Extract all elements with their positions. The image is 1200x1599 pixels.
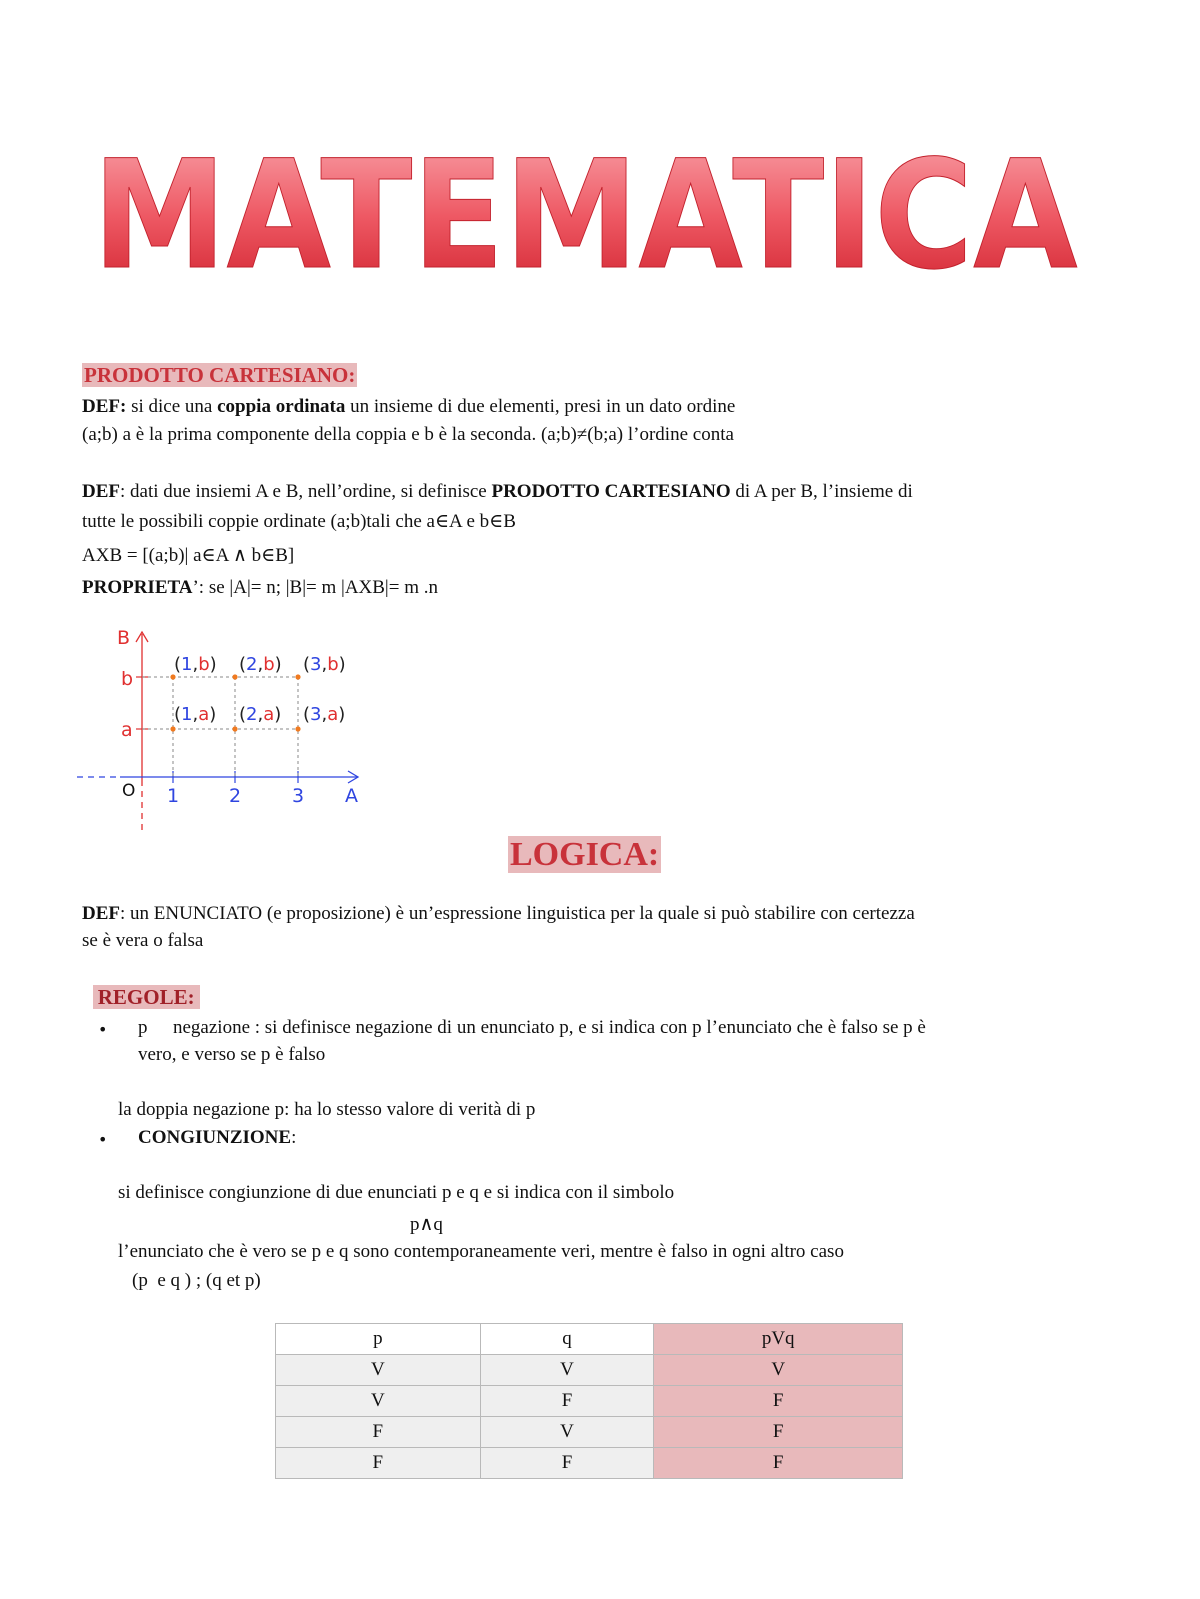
def-ordered-pair-line2: (a;b) a è la prima componente della coppia e b è la seconda. (a;b)≠(b;a) l’ordine conta	[82, 424, 734, 445]
def-cartesian-product-line2: tutte le possibili coppie ordinate (a;b)tali che a∈A e b∈B	[82, 511, 516, 532]
term-ordered-pair: coppia ordinata	[217, 396, 346, 417]
pair-label-1b: (1,b)	[174, 654, 217, 675]
table-cell: V	[480, 1417, 654, 1448]
y-tick-label-a: a	[121, 719, 133, 741]
table-row	[276, 1417, 903, 1448]
pair-label-2a: (2,a)	[239, 704, 282, 725]
def-text: : dati due insiemi A e B, nell’ordine, si definisce	[120, 481, 492, 502]
table-cell: F	[654, 1417, 903, 1448]
negation-definition: negazione : si definisce negazione di un enunciato p, e si indica con p l’enunciato che è falso se p è	[173, 1017, 926, 1038]
page-title: MATEMATICA	[92, 129, 1078, 285]
def-label: DEF	[82, 903, 120, 924]
property-label: PROPRIETA	[82, 577, 193, 598]
bullet-icon: •	[98, 1020, 108, 1039]
conjunction-reading: (p e q ) ; (q et p)	[132, 1270, 261, 1291]
cartesian-product-diagram	[75, 620, 375, 835]
x-tick-label-2: 2	[229, 785, 242, 807]
table-cell: F	[654, 1386, 903, 1417]
def-cartesian-product	[82, 481, 913, 503]
table-row	[276, 1355, 903, 1386]
x-axis-label: A	[345, 785, 358, 807]
table-cell: F	[276, 1448, 481, 1479]
bullet-icon: •	[98, 1130, 108, 1149]
x-tick-label-3: 3	[292, 785, 305, 807]
table-header-q: q	[480, 1324, 654, 1355]
cartesian-formula: AXB = [(a;b)| a∈A ∧ b∈B]	[82, 545, 295, 566]
grid-lines	[142, 677, 298, 777]
x-tick-label-1: 1	[167, 785, 180, 807]
conjunction-definition: si definisce congiunzione di due enunciati p e q e si indica con il simbolo	[118, 1182, 675, 1203]
def-ordered-pair	[82, 396, 735, 418]
section-heading-cartesian: PRODOTTO CARTESIANO:	[84, 363, 356, 387]
page-title-graphic	[80, 125, 1090, 285]
table-row	[276, 1386, 903, 1417]
pair-label-3b: (3,b)	[303, 654, 346, 675]
y-axis-label: B	[117, 627, 131, 649]
origin-label: O	[122, 781, 136, 801]
table-cell: V	[276, 1355, 481, 1386]
table-cell: F	[654, 1448, 903, 1479]
def-text: un insieme di due elementi, presi in un dato ordine	[345, 396, 736, 417]
pair-label-3a: (3,a)	[303, 704, 346, 725]
def-text: si dice una	[126, 396, 218, 417]
def-statement-line2: se è vera o falsa	[82, 930, 204, 951]
table-cell: F	[480, 1386, 654, 1417]
table-cell: V	[654, 1355, 903, 1386]
property-line	[82, 577, 438, 599]
conjunction-colon: :	[291, 1127, 297, 1148]
property-text: ’: se |A|= n; |B|= m |AXB|= m .n	[192, 577, 438, 598]
def-statement	[82, 903, 915, 925]
conjunction-label: CONGIUNZIONE	[138, 1127, 292, 1148]
table-cell: F	[480, 1448, 654, 1479]
table-cell: V	[276, 1386, 481, 1417]
def-label: DEF:	[82, 396, 127, 417]
conjunction-title	[138, 1127, 296, 1149]
section-heading-logic: LOGICA:	[510, 836, 660, 873]
table-cell: F	[276, 1417, 481, 1448]
y-tick-label-b: b	[121, 668, 134, 690]
table-header-p: p	[276, 1324, 481, 1355]
truth-table	[275, 1323, 903, 1479]
def-text: di A per B, l’insieme di	[730, 481, 913, 502]
table-header-row	[276, 1324, 903, 1355]
table-row	[276, 1448, 903, 1479]
def-text: : un ENUNCIATO (e proposizione) è un’espressione linguistica per la quale si può stabilire con certezza	[120, 903, 915, 924]
double-negation: la doppia negazione p: ha lo stesso valore di verità di p	[118, 1099, 536, 1120]
pair-label-1a: (1,a)	[174, 704, 217, 725]
def-label: DEF	[82, 481, 120, 502]
negation-symbol-p: p	[138, 1017, 148, 1038]
conjunction-meaning: l’enunciato che è vero se p e q sono contemporaneamente veri, mentre è falso in ogni altro caso	[118, 1241, 844, 1262]
pair-label-2b: (2,b)	[239, 654, 282, 675]
term-cartesian-product: PRODOTTO CARTESIANO	[491, 481, 731, 502]
table-header-result: pVq	[654, 1324, 903, 1355]
table-cell: V	[480, 1355, 654, 1386]
negation-definition-line2: vero, e verso se p è falso	[138, 1044, 326, 1065]
rules-heading: REGOLE:	[92, 985, 200, 1009]
conjunction-symbol: p∧q	[410, 1214, 443, 1235]
